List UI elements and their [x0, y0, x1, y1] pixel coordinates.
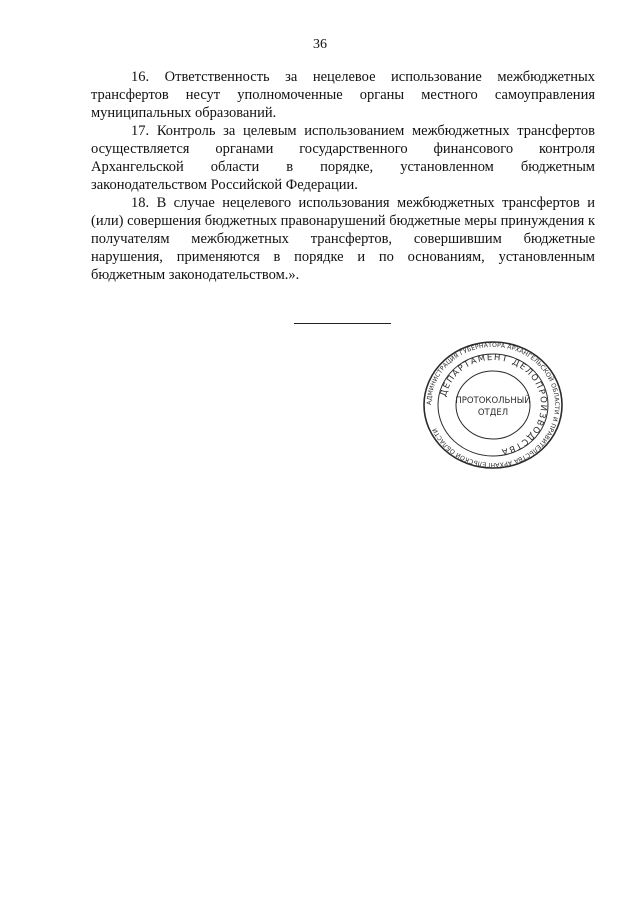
end-separator-line [294, 323, 391, 324]
paragraph-18: 18. В случае нецелевого использования межбюджетных трансфертов и (или) совершения бюджетных правонарушений бюджетные меры принуждения к получателям межбюджетных трансфертов, совершившим бюджетные нарушения, применяются в порядке и по основаниям, установленным бюджетным законодательством.». [91, 195, 595, 283]
official-stamp [422, 341, 564, 469]
stamp-middle-text: ДЕПАРТАМЕНТ ДЕЛОПРОИЗВОДСТВА [438, 352, 549, 457]
stamp-outer-text: АДМИНИСТРАЦИЯ ГУБЕРНАТОРА АРХАНГЕЛЬСКОЙ ОБЛАСТИ И ПРАВИТЕЛЬСТВА АРХАНГЕЛЬСКОЙ ОБЛАСТИ [425, 341, 561, 469]
document-body [91, 68, 595, 284]
paragraph-16: 16. Ответственность за нецелевое использование межбюджетных трансфертов несут уполномоченные органы местного самоуправления муниципальных образований. [91, 69, 595, 121]
stamp-center-line2: ОТДЕЛ [477, 408, 509, 418]
paragraph-17: 17. Контроль за целевым использованием межбюджетных трансфертов осуществляется органами государственного финансового контроля Архангельской области в порядке, установленном бюджетным законодательством Российской Федерации. [91, 123, 595, 193]
stamp-seal-graphic [422, 341, 564, 469]
page-number: 36 [313, 37, 327, 52]
stamp-center-line1: ПРОТОКОЛЬНЫЙ [455, 396, 531, 406]
